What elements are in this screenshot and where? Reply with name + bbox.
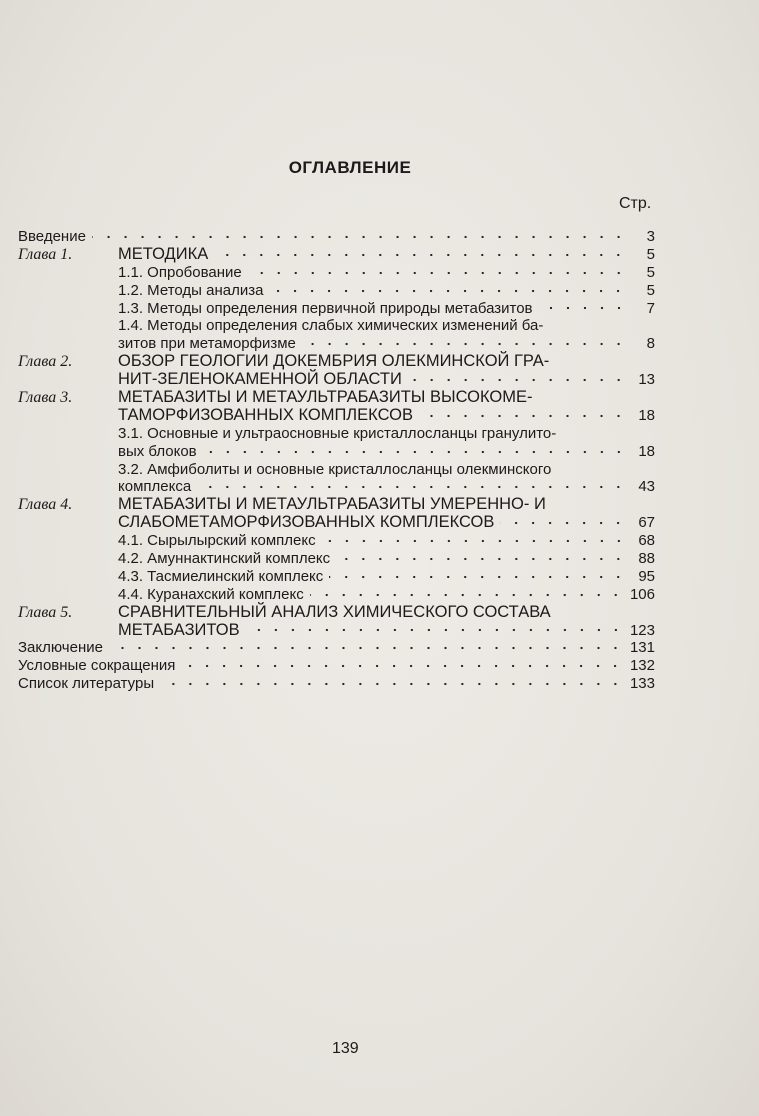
entry-title: 1.4. Методы определения слабых химических изменений ба- xyxy=(118,317,544,335)
dot-leader xyxy=(500,518,627,528)
dot-leader xyxy=(160,679,624,689)
entry-title: МЕТОДИКА xyxy=(118,244,209,263)
entry-title: МЕТАБАЗИТОВ xyxy=(118,620,240,639)
entry-title: НИТ-ЗЕЛЕНОКАМЕННОЙ ОБЛАСТИ xyxy=(118,370,402,389)
entry-page-number: 5 xyxy=(646,263,655,281)
entry-title: 4.4. Куранахский комплекс xyxy=(118,585,304,603)
entry-page-number: 95 xyxy=(638,567,655,585)
chapter-label: Глава 5. xyxy=(18,603,73,621)
entry-page-number: 133 xyxy=(629,675,655,693)
entry-page-number: 123 xyxy=(629,621,655,639)
dot-leader xyxy=(203,447,627,457)
dot-leader xyxy=(214,250,627,260)
toc-entry xyxy=(18,532,655,550)
toc-entry xyxy=(18,604,655,640)
toc-entry xyxy=(18,657,655,675)
dot-leader xyxy=(419,411,627,421)
entry-title: Условные сокращения xyxy=(18,657,176,675)
entry-title: вых блоков xyxy=(118,442,197,460)
entry-title: ТАМОРФИЗОВАННЫХ КОМПЛЕКСОВ xyxy=(118,405,413,424)
dot-leader xyxy=(539,303,627,313)
entry-title: 4.2. Амуннактинский комплекс xyxy=(118,550,331,568)
toc-entry xyxy=(18,568,655,586)
toc-entry xyxy=(18,425,655,461)
chapter-label: Глава 2. xyxy=(18,353,73,371)
toc-entry xyxy=(18,300,655,318)
entry-page-number: 132 xyxy=(629,657,655,675)
toc-entry xyxy=(18,264,655,282)
entry-title: зитов при метаморфизме xyxy=(118,335,296,353)
entry-page-number: 68 xyxy=(638,532,655,550)
entry-page-number: 7 xyxy=(646,299,655,317)
entry-title: 3.2. Амфиболиты и основные кристаллосланцы олекминского xyxy=(118,460,552,478)
toc-entry xyxy=(18,228,655,246)
page-column-label: Стр. xyxy=(619,195,652,212)
entry-page-number: 106 xyxy=(629,585,655,603)
entry-page-number: 67 xyxy=(638,514,655,532)
entry-title: МЕТАБАЗИТЫ И МЕТАУЛЬТРАБАЗИТЫ ВЫСОКОМЕ- xyxy=(118,388,533,407)
dot-leader xyxy=(246,625,624,635)
dot-leader xyxy=(336,554,627,564)
entry-title: ОБЗОР ГЕОЛОГИИ ДОКЕМБРИЯ ОЛЕКМИНСКОЙ ГРА- xyxy=(118,352,550,371)
toc-entry xyxy=(18,389,655,425)
dot-leader xyxy=(197,482,627,492)
page-number: 139 xyxy=(332,1040,359,1057)
entry-page-number: 5 xyxy=(646,281,655,299)
entry-title: СЛАБОМЕТАМОРФИЗОВАННЫХ КОМПЛЕКСОВ xyxy=(118,513,495,532)
entry-page-number: 43 xyxy=(638,478,655,496)
table-of-contents xyxy=(18,228,655,693)
dot-leader xyxy=(302,339,627,349)
toc-entry xyxy=(18,461,655,497)
entry-title: 4.1. Сырылырский комплекс xyxy=(118,532,316,550)
toc-entry xyxy=(18,639,655,657)
entry-title: 1.1. Опробование xyxy=(118,263,242,281)
entry-page-number: 8 xyxy=(646,335,655,353)
entry-title: 3.1. Основные и ультраосновные кристаллосланцы гранулито- xyxy=(118,424,557,442)
toc-entry xyxy=(18,317,655,353)
dot-leader xyxy=(269,286,627,296)
entry-title: Заключение xyxy=(18,639,103,657)
toc-entry xyxy=(18,496,655,532)
dot-leader xyxy=(109,643,624,653)
entry-title: Введение xyxy=(18,228,86,245)
chapter-label: Глава 1. xyxy=(18,245,73,263)
dot-leader xyxy=(322,536,627,546)
entry-page-number: 18 xyxy=(638,406,655,424)
dot-leader xyxy=(408,375,627,385)
entry-title: Список литературы xyxy=(18,675,155,693)
entry-page-number: 5 xyxy=(646,245,655,263)
dot-leader xyxy=(310,590,624,600)
toc-entry xyxy=(18,246,655,264)
entry-title: СРАВНИТЕЛЬНЫЙ АНАЛИЗ ХИМИЧЕСКОГО СОСТАВА xyxy=(118,602,551,621)
toc-entry xyxy=(18,282,655,300)
toc-entry xyxy=(18,675,655,693)
dot-leader xyxy=(181,661,624,671)
page-title: ОГЛАВЛЕНИЕ xyxy=(288,158,412,177)
entry-title: комплекса xyxy=(118,478,192,496)
entry-title: 1.3. Методы определения первичной природы метабазитов xyxy=(118,299,533,317)
entry-page-number: 131 xyxy=(629,639,655,657)
dot-leader xyxy=(248,268,627,278)
toc-entry xyxy=(18,550,655,568)
entry-title: 4.3. Тасмиелинский комплекс xyxy=(118,567,324,585)
toc-entry xyxy=(18,586,655,604)
entry-page-number: 3 xyxy=(646,228,655,245)
chapter-label: Глава 4. xyxy=(18,496,73,514)
chapter-label: Глава 3. xyxy=(18,389,73,407)
entry-title: МЕТАБАЗИТЫ И МЕТАУЛЬТРАБАЗИТЫ УМЕРЕННО- И xyxy=(118,495,546,514)
dot-leader xyxy=(92,232,627,242)
entry-page-number: 18 xyxy=(638,442,655,460)
entry-page-number: 88 xyxy=(638,550,655,568)
toc-entry xyxy=(18,353,655,389)
entry-title: 1.2. Методы анализа xyxy=(118,281,264,299)
entry-page-number: 13 xyxy=(638,371,655,389)
dot-leader xyxy=(329,572,627,582)
